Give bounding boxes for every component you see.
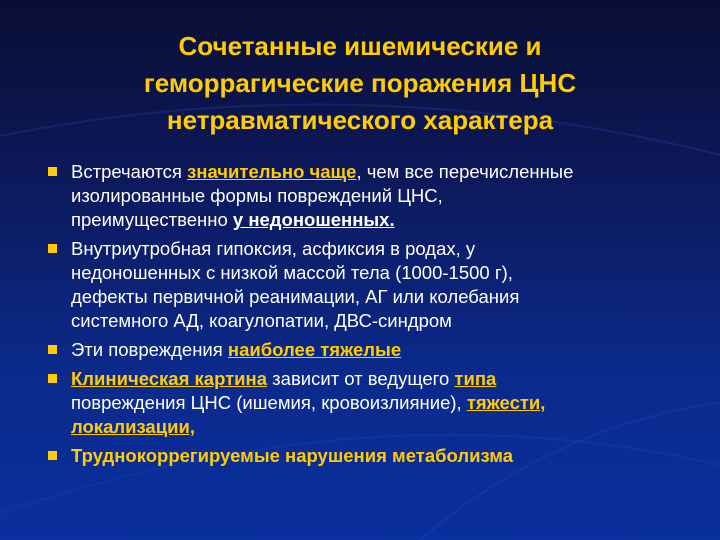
bullet-item-1 xyxy=(48,160,688,232)
title-line-3: нетравматического характера xyxy=(166,105,554,135)
bullet-square-icon xyxy=(48,244,57,253)
highlight: Клиническая картина xyxy=(71,368,268,389)
bullet-square-icon xyxy=(48,345,57,354)
bullet-list xyxy=(48,160,688,473)
title-line-1: Сочетанные ишемические и xyxy=(178,31,542,61)
highlight: Труднокоррегируемые нарушения метаболизма xyxy=(71,445,513,466)
title-line-2: геморрагические поражения ЦНС xyxy=(143,68,577,98)
highlight: тяжести, xyxy=(466,392,546,413)
bullet-square-icon xyxy=(48,374,57,383)
text: Внутриутробная гипоксия, асфиксия в родах, у xyxy=(71,238,476,259)
text: недоношенных с низкой массой тела (1000-1500 г), xyxy=(71,262,513,283)
bullet-item-5 xyxy=(48,444,688,468)
bullet-item-2 xyxy=(48,237,688,333)
text: изолированные формы повреждений ЦНС, xyxy=(71,185,443,206)
highlight: у недоношенных. xyxy=(232,209,395,230)
highlight: типа xyxy=(454,368,497,389)
bullet-square-icon xyxy=(48,167,57,176)
text: Эти повреждения xyxy=(71,339,228,360)
slide-title xyxy=(40,28,680,139)
highlight: локализации, xyxy=(71,416,195,437)
highlight: значительно чаще xyxy=(187,161,357,182)
text: повреждения ЦНС (ишемия, кровоизлияние), xyxy=(71,392,467,413)
text: преимущественно xyxy=(71,209,233,230)
text: Встречаются xyxy=(71,161,188,182)
text: , чем все перечисленные xyxy=(356,161,574,182)
bullet-item-4 xyxy=(48,367,688,439)
bullet-item-3 xyxy=(48,338,688,362)
text: дефекты первичной реанимации, АГ или колебания xyxy=(71,286,520,307)
highlight: наиболее тяжелые xyxy=(227,339,402,360)
text: системного АД, коагулопатии, ДВС-синдром xyxy=(71,310,452,331)
text: зависит от ведущего xyxy=(267,368,455,389)
bullet-square-icon xyxy=(48,451,57,460)
